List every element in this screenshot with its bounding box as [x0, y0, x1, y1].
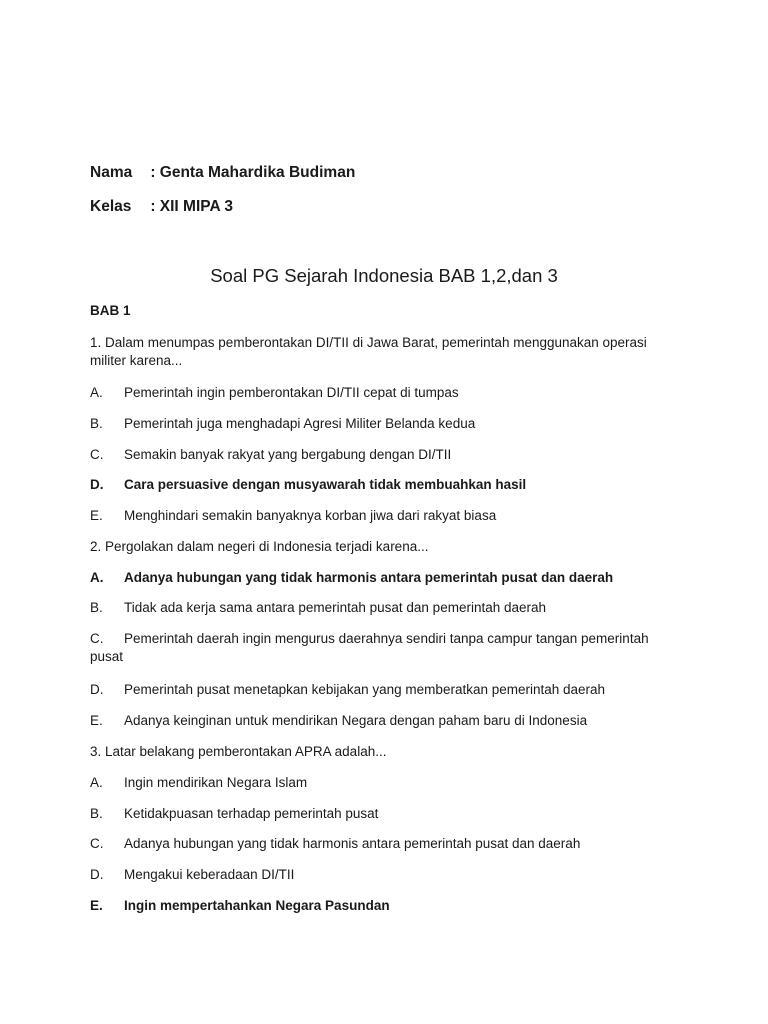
question-text: 3. Latar belakang pemberontakan APRA adalah... — [90, 744, 387, 759]
section-heading: BAB 1 — [90, 303, 131, 318]
question-3 — [90, 743, 670, 761]
question-3-option-a — [90, 774, 670, 792]
question-2-option-d — [90, 681, 670, 699]
option-letter: C. — [90, 836, 104, 851]
option-letter: D. — [90, 682, 104, 697]
option — [90, 384, 670, 402]
option-text: Mengakui keberadaan DI/TII — [124, 867, 295, 882]
question-1-option-e — [90, 507, 670, 525]
option-letter: A. — [90, 385, 103, 400]
question-2 — [90, 538, 670, 556]
option-letter: C. — [90, 447, 104, 462]
option-letter: A. — [90, 775, 103, 790]
name-label: Nama — [90, 164, 133, 181]
question-1-option-c — [90, 446, 670, 464]
option — [90, 599, 670, 617]
option-letter: E. — [90, 713, 103, 728]
question-1-option-b — [90, 415, 670, 433]
option-text: Pemerintah daerah ingin mengurus daerahnya sendiri tanpa campur tangan pemerintah pusat — [90, 631, 649, 664]
question-1 — [90, 334, 670, 370]
option-letter: D. — [90, 867, 104, 882]
option — [90, 805, 670, 823]
option-text: Adanya hubungan yang tidak harmonis antara pemerintah pusat dan daerah — [124, 836, 581, 851]
option — [90, 446, 670, 464]
question-2-option-c — [90, 630, 670, 666]
class-value: : XII MIPA 3 — [150, 198, 233, 215]
option — [90, 835, 670, 853]
option — [90, 774, 670, 792]
option — [90, 681, 670, 699]
question-3-option-e — [90, 897, 670, 915]
option-letter: A. — [90, 570, 104, 585]
option-text: Adanya keinginan untuk mendirikan Negara dengan paham baru di Indonesia — [124, 713, 588, 728]
option-text: Tidak ada kerja sama antara pemerintah pusat dan pemerintah daerah — [124, 600, 547, 615]
option-answer — [90, 897, 670, 915]
option-text: Pemerintah pusat menetapkan kebijakan yang memberatkan pemerintah daerah — [124, 682, 606, 697]
option — [90, 712, 670, 730]
question-2-option-e — [90, 712, 670, 730]
option-text: Pemerintah ingin pemberontakan DI/TII cepat di tumpas — [124, 385, 459, 400]
option-letter: B. — [90, 806, 103, 821]
option-letter: E. — [90, 898, 103, 913]
option-letter: B. — [90, 416, 103, 431]
option-letter: E. — [90, 508, 103, 523]
option-text: Ketidakpuasan terhadap pemerintah pusat — [124, 806, 379, 821]
question-1-option-d — [90, 476, 670, 494]
question-3-option-b — [90, 805, 670, 823]
option-text: Cara persuasive dengan musyawarah tidak membuahkan hasil — [124, 477, 527, 492]
option-text: Ingin mendirikan Negara Islam — [124, 775, 308, 790]
option-answer — [90, 476, 670, 494]
option-answer — [90, 569, 670, 587]
option-text: Adanya hubungan yang tidak harmonis antara pemerintah pusat dan daerah — [124, 570, 614, 585]
question-1-option-a — [90, 384, 670, 402]
student-name-line — [90, 164, 355, 182]
option — [90, 415, 670, 433]
question-text: 1. Dalam menumpas pemberontakan DI/TII di Jawa Barat, pemerintah menggunakan operasi militer karena... — [90, 335, 647, 368]
option — [90, 866, 670, 884]
option-text: Ingin mempertahankan Negara Pasundan — [124, 898, 390, 913]
class-label: Kelas — [90, 198, 132, 215]
option-text: Menghindari semakin banyaknya korban jiwa dari rakyat biasa — [124, 508, 497, 523]
option — [90, 630, 670, 666]
option-text: Semakin banyak rakyat yang bergabung dengan DI/TII — [124, 447, 452, 462]
name-value: : Genta Mahardika Budiman — [150, 164, 356, 181]
option — [90, 507, 670, 525]
option-letter: D. — [90, 477, 104, 492]
question-2-option-b — [90, 599, 670, 617]
question-3-option-c — [90, 835, 670, 853]
option-letter: B. — [90, 600, 103, 615]
option-letter: C. — [90, 631, 104, 646]
question-3-option-d — [90, 866, 670, 884]
page-title: Soal PG Sejarah Indonesia BAB 1,2,dan 3 — [210, 265, 558, 286]
student-class-line — [90, 198, 233, 216]
question-2-option-a — [90, 569, 670, 587]
question-text: 2. Pergolakan dalam negeri di Indonesia terjadi karena... — [90, 539, 429, 554]
option-text: Pemerintah juga menghadapi Agresi Militer Belanda kedua — [124, 416, 476, 431]
